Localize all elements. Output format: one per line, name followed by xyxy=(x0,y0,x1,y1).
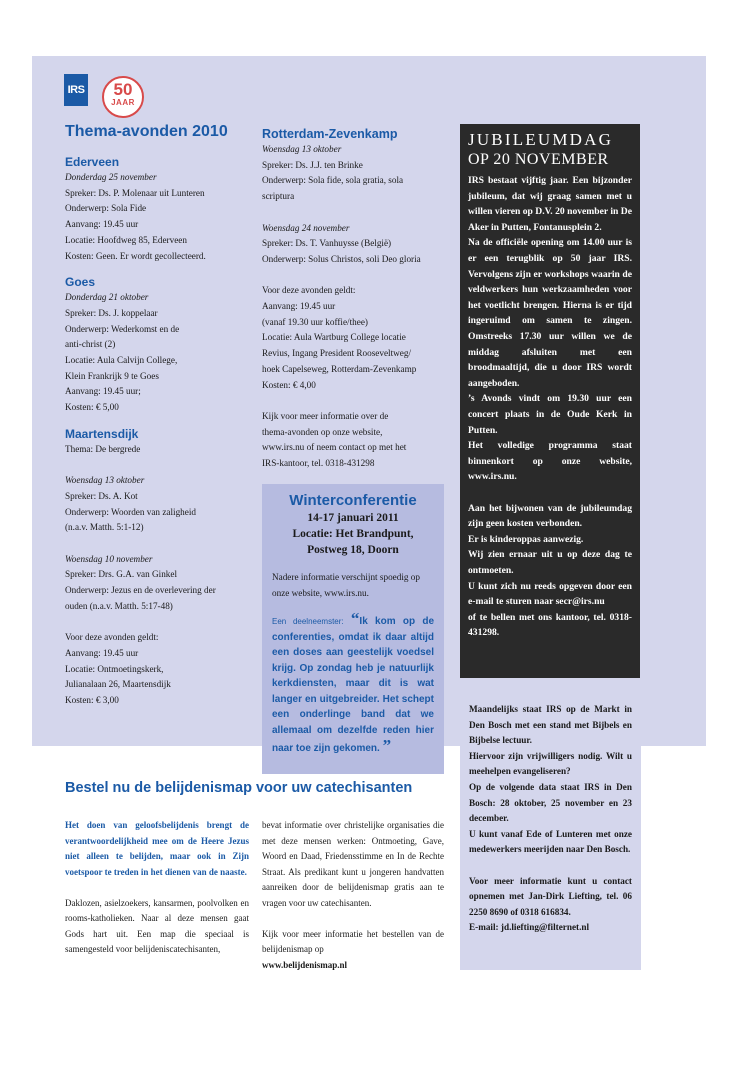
rotterdam-info-line: thema-avonden op onze website, xyxy=(262,426,383,437)
rotterdam-line: (vanaf 19.30 uur koffie/thee) xyxy=(262,316,368,327)
maartensdijk-line: ouden (n.a.v. Matth. 5:17-48) xyxy=(65,600,173,611)
goes-line: anti-christ (2) xyxy=(65,339,116,350)
jubileum-paragraph: Na de officiële opening om 14.00 uur is er een terugblik op 50 jaar IRS. Vervolgens zijn er workshops waarin de veldwerkers hun werkzaamheden voor het voetlicht brengen. Hierna is er tijd ingeruimd om samen te zingen. Omstreeks 17.30 uur willen we de middag afsluiten met een broodmaaltijd, die u door IRS wordt aangeboden. xyxy=(468,237,632,389)
maartensdijk-theme: Thema: De bergrede xyxy=(65,443,141,454)
maartensdijk-date: Woensdag 10 november xyxy=(65,553,153,564)
rotterdam-line: Revius, Ingang President Rooseveltweg/ xyxy=(262,348,412,359)
jubileum-paragraph: IRS bestaat vijftig jaar. Een bijzonder jubileum, dat wij graag samen met u willen vieren op D.V. 20 november in De Aker in Putten, Fontanusplein 2. xyxy=(468,175,632,233)
quote-text: Ik kom op de conferenties, omdat ik daar altijd een doses aan geestelijk voedsel krijg. Op zondag heb je natuurlijk kerkdiensten, maar dit is wat langer en uitgebreider. Het schept een onderlinge band dat we allemaal om dezelfde reden hier naar toe zijn gekomen. xyxy=(272,616,435,754)
goes-heading: Goes xyxy=(65,275,96,290)
thema-title: Thema-avonden 2010 xyxy=(65,123,228,140)
jubileum-paragraph: ’s Avonds vindt om 19.30 uur een concert plaats in de Oude Kerk in Putten. xyxy=(468,393,632,436)
maartensdijk-line: (n.a.v. Matth. 5:1-12) xyxy=(65,522,144,533)
markt-paragraph: Hiervoor zijn vrijwilligers nodig. Wilt u meehelpen evangeliseren? xyxy=(469,750,632,777)
thema-column-middle xyxy=(262,126,448,472)
rotterdam-line: Kosten: € 4,00 xyxy=(262,379,316,390)
bestel-paragraph: Kijk voor meer informatie het bestellen van de belijdenismap op xyxy=(262,928,444,955)
rotterdam-heading: Rotterdam-Zevenkamp xyxy=(262,127,398,141)
bestel-heading: Bestel nu de belijdenismap voor uw catechisanten xyxy=(65,780,413,796)
rotterdam-line: Onderwerp: Solus Christos, soli Deo gloria xyxy=(262,253,421,264)
jubileumdag-box xyxy=(460,124,640,678)
winter-quote xyxy=(262,611,444,757)
rotterdam-line: Spreker: Ds. J.J. ten Brinke xyxy=(262,159,363,170)
ederveen-line: Locatie: Hoofdweg 85, Ederveen xyxy=(65,234,187,245)
rotterdam-date: Woensdag 24 november xyxy=(262,222,350,233)
goes-line: Klein Frankrijk 9 te Goes xyxy=(65,370,159,381)
maartensdijk-line: Julianalaan 26, Maartensdijk xyxy=(65,679,171,690)
ederveen-line: Onderwerp: Sola Fide xyxy=(65,203,147,214)
winterconferentie-box xyxy=(262,484,444,774)
bestel-url[interactable]: www.belijdenismap.nl xyxy=(262,959,348,970)
rotterdam-date: Woensdag 13 oktober xyxy=(262,144,342,154)
bestel-intro: Het doen van geloofsbelijdenis brengt de verantwoordelijkheid mee om de Heere Jezus niet alleen te belijden, maar ook in Zijn voetspoor te treden in het dienen van de naaste. xyxy=(65,820,249,877)
ederveen-line: Kosten: Geen. Er wordt gecollecteerd. xyxy=(65,250,206,261)
seal-number: 50 xyxy=(113,80,133,99)
rotterdam-line: Spreker: Ds. T. Vanhuysse (België) xyxy=(262,238,392,249)
quote-open-mark: “ xyxy=(350,609,360,628)
winter-info: Nadere informatie verschijnt spoedig op onze website, www.irs.nu. xyxy=(272,572,420,598)
ederveen-date: Donderdag 25 november xyxy=(65,172,157,182)
rotterdam-line: Aanvang: 19.45 uur xyxy=(262,301,336,311)
ederveen-heading: Ederveen xyxy=(65,155,120,169)
goes-line: Kosten: € 5,00 xyxy=(65,402,119,413)
rotterdam-line: hoek Capelseweg, Rotterdam-Zevenkamp xyxy=(262,363,417,374)
maartensdijk-line: Kosten: € 3,00 xyxy=(65,695,119,706)
irs-logo xyxy=(64,74,144,120)
seal-text: JAAR xyxy=(111,98,135,107)
rotterdam-line: Voor deze avonden geldt: xyxy=(262,285,356,296)
rotterdam-line: scriptura xyxy=(262,191,295,202)
anniversary-seal xyxy=(102,76,144,118)
markt-paragraph: Maandelijks staat IRS op de Markt in Den Bosch met een stand met Bijbels en Bijbelse lectuur. xyxy=(469,704,632,746)
rotterdam-line: Onderwerp: Sola fide, sola gratia, sola xyxy=(262,175,404,186)
jubileum-paragraph: Het volledige programma staat binnenkort op onze website, www.irs.nu. xyxy=(468,440,632,483)
jubileum-paragraph: Er is kinderoppas aanwezig. xyxy=(468,533,584,545)
rotterdam-line: Locatie: Aula Wartburg College locatie xyxy=(262,332,406,343)
rotterdam-info-line: IRS-kantoor, tel. 0318-431298 xyxy=(262,458,375,469)
jubileum-paragraph: U kunt zich nu reeds opgeven door een e-mail te sturen naar secr@irs.nu xyxy=(468,580,632,608)
rotterdam-info-line: Kijk voor meer informatie over de xyxy=(262,410,389,421)
goes-line: Aanvang: 19.45 uur; xyxy=(65,386,141,397)
maartensdijk-date: Woensdag 13 oktober xyxy=(65,475,145,486)
rotterdam-info-line: www.irs.nu of neem contact op met het xyxy=(262,442,407,453)
maartensdijk-line: Onderwerp: Jezus en de overlevering der xyxy=(65,585,216,596)
goes-line: Locatie: Aula Calvijn College, xyxy=(65,355,178,366)
markt-paragraph: U kunt vanaf Ede of Lunteren met onze medewerkers meerijden naar Den Bosch. xyxy=(469,828,632,855)
winter-dates: 14-17 januari 2011 xyxy=(307,512,399,524)
markt-paragraph: Op de volgende data staat IRS in Den Bosch: 28 oktober, 25 november en 23 december. xyxy=(469,781,632,824)
ederveen-line: Spreker: Ds. P. Molenaar uit Lunteren xyxy=(65,187,205,198)
jubileum-paragraph: Wij zien ernaar uit u op deze dag te ontmoeten. xyxy=(468,549,632,576)
irs-logo-box: IRS xyxy=(64,74,88,106)
goes-date: Donderdag 21 oktober xyxy=(65,292,149,303)
maartensdijk-line: Aanvang: 19.45 uur xyxy=(65,647,139,658)
maartensdijk-line: Spreker: Drs. G.A. van Ginkel xyxy=(65,569,178,580)
markt-den-bosch-box xyxy=(460,694,641,970)
maartensdijk-line: Onderwerp: Woorden van zaligheid xyxy=(65,506,196,517)
bestel-paragraph: Daklozen, asielzoekers, kansarmen, poolvolken en rooms-katholieken. Naar al deze mensen gaat Gods hart uit. Een map die speciaal is samengesteld voor belijdeniscatechisanten, xyxy=(65,897,249,955)
bestel-column-left xyxy=(65,818,249,958)
quote-close-mark: ” xyxy=(382,736,392,755)
goes-line: Spreker: Ds. J. koppelaar xyxy=(65,307,158,318)
jubileum-paragraph: Aan het bijwonen van de jubileumdag zijn geen kosten verbonden. xyxy=(468,502,632,530)
maartensdijk-line: Voor deze avonden geldt: xyxy=(65,632,159,643)
jubileum-title: JUBILEUMDAG xyxy=(468,130,614,149)
maartensdijk-line: Spreker: Ds. A. Kot xyxy=(65,490,138,501)
winter-title: Winterconferentie xyxy=(289,492,417,509)
bestel-paragraph: bevat informatie over christelijke organisaties die met deze mensen werken: Ontmoeting, Gave, Woord en Daad, Friedensstimme en In de Rechte Straat. Als predikant kunt u jongeren handvatten aanreiken door de belijdenismap gratis aan te vragen voor uw catechisanten. xyxy=(262,820,444,908)
goes-line: Onderwerp: Wederkomst en de xyxy=(65,323,180,334)
jubileum-paragraph: of te bellen met ons kantoor, tel. 0318-431298. xyxy=(468,611,632,639)
markt-email: E-mail: jd.liefting@filternet.nl xyxy=(469,922,590,933)
winter-location: Postweg 18, Doorn xyxy=(307,544,399,556)
winter-location: Locatie: Het Brandpunt, xyxy=(292,528,414,540)
maartensdijk-line: Locatie: Ontmoetingskerk, xyxy=(65,663,164,674)
bestel-column-right xyxy=(262,818,444,973)
maartensdijk-heading: Maartensdijk xyxy=(65,426,139,441)
markt-paragraph: Voor meer informatie kunt u contact opnemen met Jan-Dirk Liefting, tel. 06 2250 8690 of 0318 616834. xyxy=(469,875,632,917)
quote-label: Een deelneemster: xyxy=(272,617,344,626)
ederveen-line: Aanvang: 19.45 uur xyxy=(65,219,139,230)
jubileum-subtitle: OP 20 NOVEMBER xyxy=(468,151,609,168)
thema-column-left xyxy=(65,122,251,709)
